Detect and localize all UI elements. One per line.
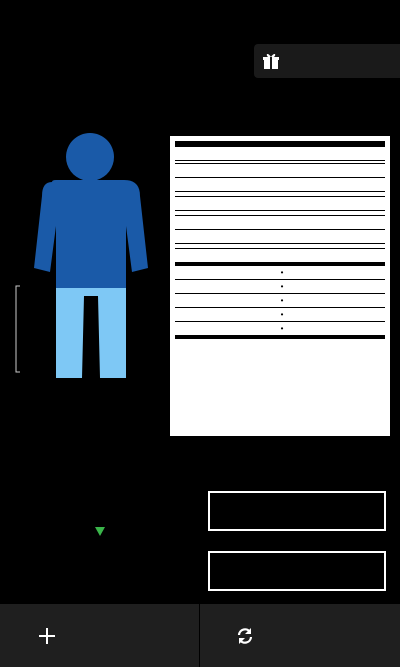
bullet-icon: • xyxy=(280,268,284,277)
plus-icon xyxy=(37,626,57,646)
stat-daily-diet xyxy=(0,506,200,523)
nutrition-footnote xyxy=(175,339,385,343)
nutrient-row xyxy=(175,178,385,192)
switch-profile-button[interactable] xyxy=(200,604,400,667)
stat-bmi xyxy=(0,421,200,438)
vitamin-row xyxy=(175,266,385,280)
bullet-icon: • xyxy=(280,324,284,333)
stat-step-length xyxy=(0,455,200,472)
nutrient-row xyxy=(175,164,385,178)
new-profile-button[interactable] xyxy=(0,604,200,667)
stat-activity-level xyxy=(0,489,200,506)
profile-stats xyxy=(0,387,200,591)
bullet-icon: • xyxy=(280,310,284,319)
figure-top-fill xyxy=(0,120,170,288)
down-arrow-icon xyxy=(95,527,105,536)
figure-bottom-fill xyxy=(0,288,170,388)
vitamin-row xyxy=(175,322,385,339)
nutrient-row xyxy=(175,216,385,230)
stat-loss-rate xyxy=(0,557,200,574)
vitamin-row xyxy=(175,294,385,308)
bullet-icon: • xyxy=(280,296,284,305)
refresh-icon xyxy=(235,626,255,646)
stat-height xyxy=(0,438,200,455)
stat-age xyxy=(0,387,200,404)
nutrient-row xyxy=(175,249,385,266)
graphs-button[interactable] xyxy=(208,491,386,531)
nutrient-row xyxy=(175,230,385,244)
share-facebook-button[interactable] xyxy=(254,44,400,78)
nutrient-row xyxy=(175,197,385,211)
bottom-app-bar xyxy=(0,604,400,667)
settings-button[interactable] xyxy=(208,551,386,591)
vitamin-row xyxy=(175,280,385,294)
gift-icon xyxy=(262,52,280,70)
bullet-icon: • xyxy=(280,282,284,291)
body-figure xyxy=(0,0,170,400)
stat-bmr xyxy=(0,472,200,489)
figure-scale-bracket xyxy=(16,286,20,372)
nutrition-panel xyxy=(170,136,390,436)
stat-weight xyxy=(0,404,200,421)
vitamin-row xyxy=(175,308,385,322)
stat-goal-weight xyxy=(0,540,200,557)
stat-weight-plan xyxy=(0,523,200,540)
stat-goal-date xyxy=(0,574,200,591)
